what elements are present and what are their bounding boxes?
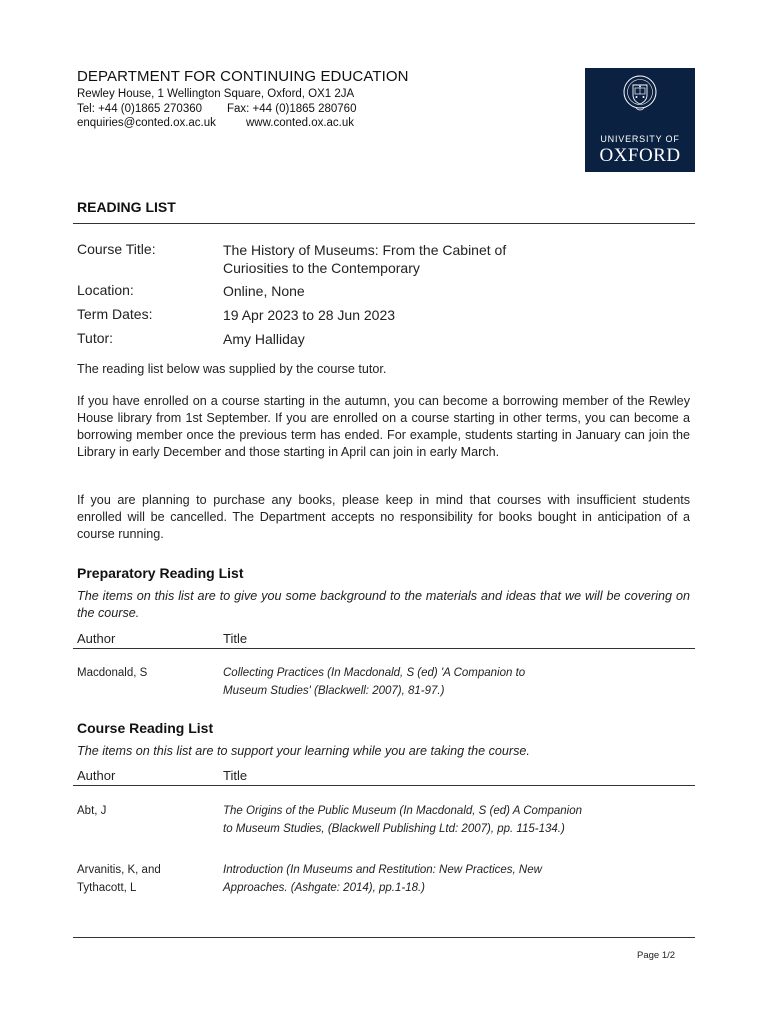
department-tel: Tel: +44 (0)1865 270360 xyxy=(77,103,203,115)
department-address: Rewley House, 1 Wellington Square, Oxford, OX1 2JA xyxy=(77,88,355,100)
department-website[interactable]: www.conted.ox.ac.uk xyxy=(246,117,355,129)
oxford-logo xyxy=(585,68,695,172)
reading-item-title: Introduction (In Museums and Restitution: New Practices, New Approaches. (Ashgate: 2014), pp.1-18.) xyxy=(223,864,542,894)
intro-paragraph: The reading list below was supplied by the course tutor. xyxy=(77,362,387,376)
reading-item-title: The Origins of the Public Museum (In Macdonald, S (ed) A Companion to Museum Studies, (Blackwell Publishing Ltd: 2007), pp. 115-134.) xyxy=(223,805,583,835)
department-fax: Fax: +44 (0)1865 280760 xyxy=(227,103,357,115)
purchase-paragraph: If you are planning to purchase any books, please keep in mind that courses with insufficient students enrolled will be cancelled. The Department accepts no responsibility for books bought in anticipation of a course running. xyxy=(77,493,690,541)
preparatory-title-header: Title xyxy=(223,631,248,646)
course-header-divider xyxy=(73,785,695,786)
reading-item-title: Collecting Practices (In Macdonald, S (ed) 'A Companion to Museum Studies' (Blackwell: 2007), 81-97.) xyxy=(223,667,526,697)
preparatory-description: The items on this list are to give you some background to the materials and ideas that we will be covering on the course. xyxy=(77,589,690,620)
reading-item-author: Abt, J xyxy=(77,805,107,817)
footer-divider xyxy=(73,937,695,938)
preparatory-header-divider xyxy=(73,648,695,649)
department-email[interactable]: enquiries@conted.ox.ac.uk xyxy=(77,117,216,129)
course-title-header: Title xyxy=(223,768,248,783)
title-divider xyxy=(73,223,695,224)
reading-item-author: Arvanitis, K, and Tythacott, L xyxy=(77,864,161,894)
department-title: DEPARTMENT FOR CONTINUING EDUCATION xyxy=(77,68,409,85)
course-title-value-line2: Curiosities to the Contemporary xyxy=(223,260,420,276)
location-value: Online, None xyxy=(223,283,305,299)
course-author-header: Author xyxy=(77,768,116,783)
library-paragraph: If you have enrolled on a course starting in the autumn, you can become a borrowing member of the Rewley House library from 1st September. If you are enrolled on a course starting in other terms, you can become a borrowing member once the previous term has ended. For example, students starting in January can join the Library in early December and those starting in April can join in early March. xyxy=(77,394,690,459)
reading-item-author: Macdonald, S xyxy=(77,667,148,679)
page-number: Page 1/2 xyxy=(637,950,676,961)
reading-list-title: READING LIST xyxy=(77,199,176,215)
logo-oxford: OXFORD xyxy=(599,145,681,166)
term-dates-value: 19 Apr 2023 to 28 Jun 2023 xyxy=(223,307,396,323)
oxford-crest-icon xyxy=(622,74,658,114)
preparatory-section-title: Preparatory Reading List xyxy=(77,565,244,581)
term-dates-label: Term Dates: xyxy=(77,306,153,322)
logo-university-of: UNIVERSITY OF xyxy=(600,134,680,144)
tutor-value: Amy Halliday xyxy=(223,331,305,347)
tutor-label: Tutor: xyxy=(77,330,114,346)
location-label: Location: xyxy=(77,282,134,298)
preparatory-author-header: Author xyxy=(77,631,116,646)
course-section-title: Course Reading List xyxy=(77,720,214,736)
course-title-value-line1: The History of Museums: From the Cabinet of xyxy=(223,242,507,258)
course-description: The items on this list are to support your learning while you are taking the course. xyxy=(77,744,530,758)
course-title-label: Course Title: xyxy=(77,241,156,257)
